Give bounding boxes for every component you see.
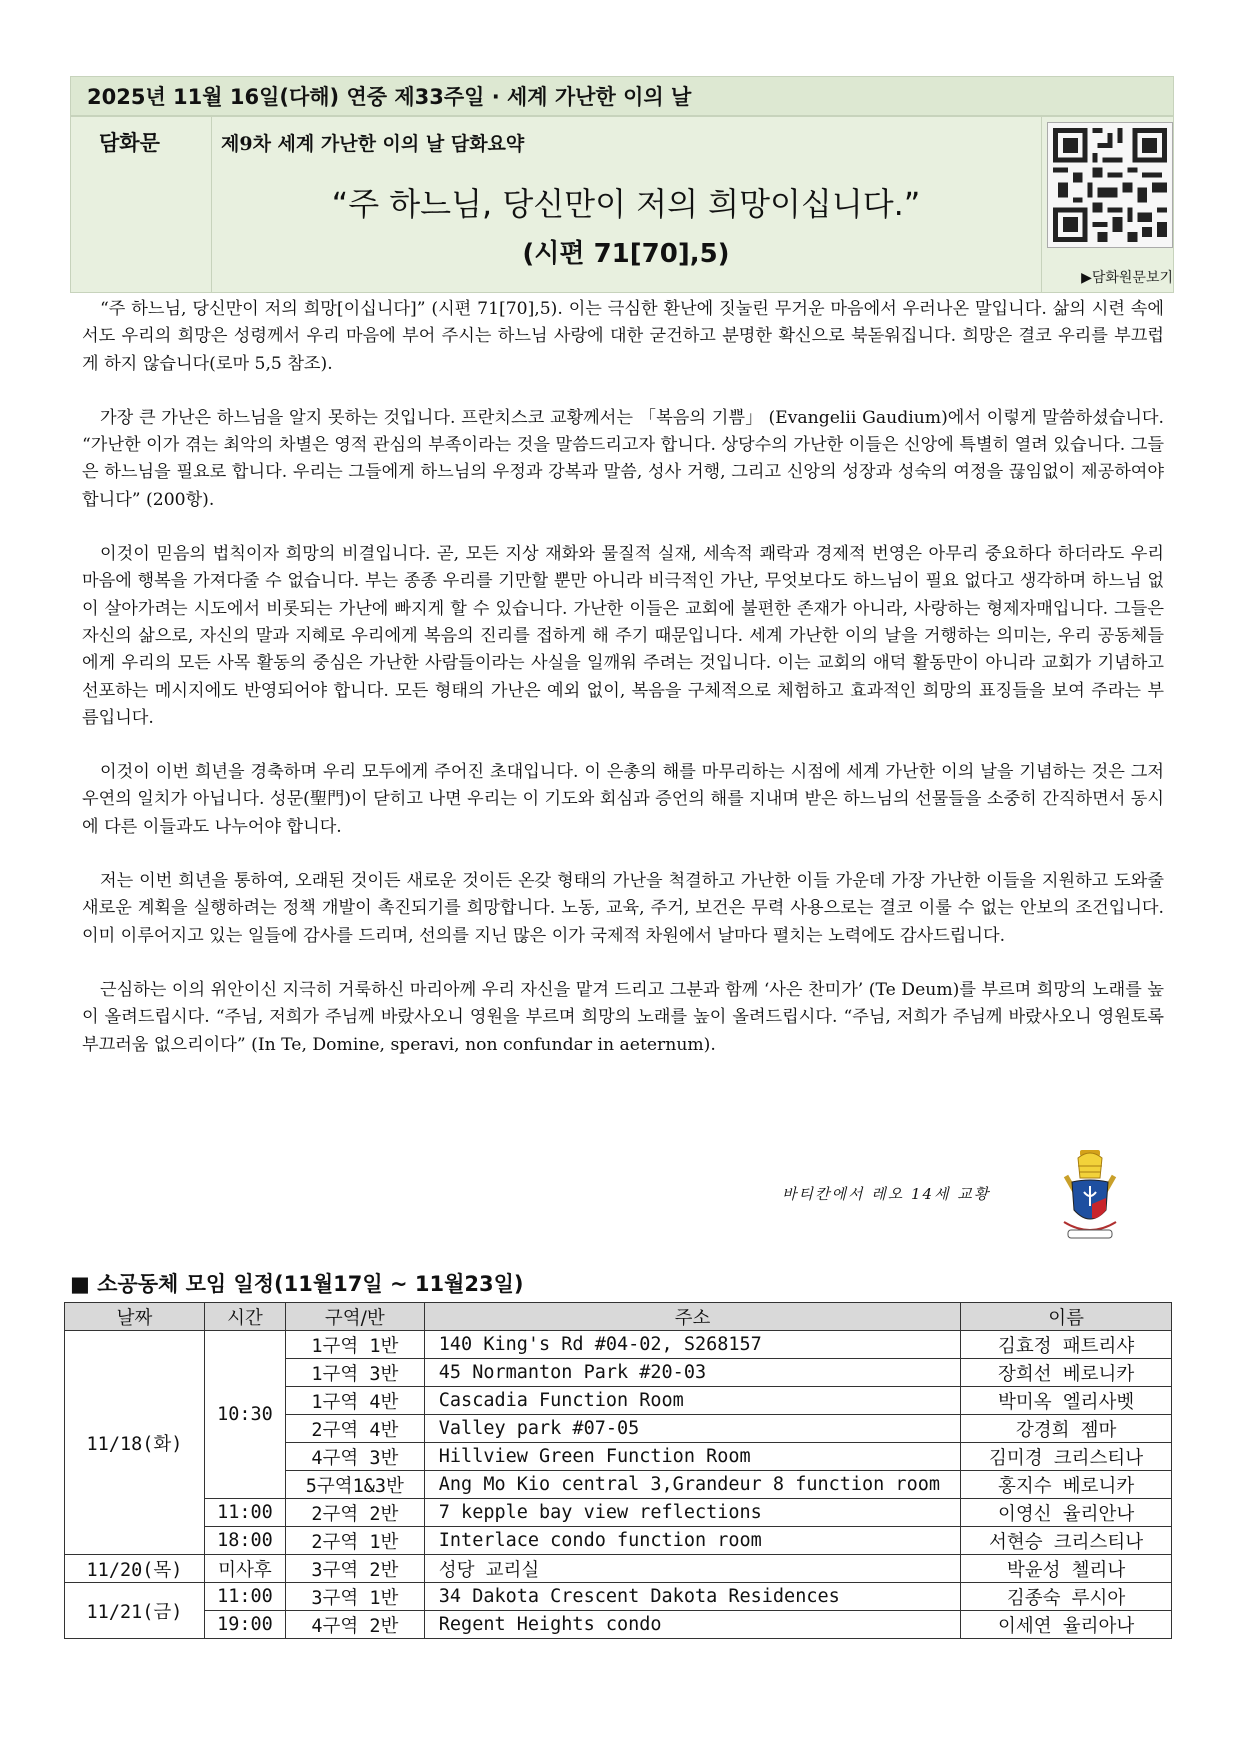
body-paragraph: 이것이 이번 희년을 경축하며 우리 모두에게 주어진 초대입니다. 이 은총의 해를 마무리하는 시점에 세계 가난한 이의 날을 기념하는 것은 그저 우연의 일치가 아닙니다. 성문(聖門)이 닫히고 나면 우리는 이 기도와 회심과 증언의 해를 지내며 받은 하느님의 선물들을 소중히 간직하면서 동시에 다른 이들과도 나누어야 합니다. <box>82 762 1164 837</box>
qr-code-icon[interactable] <box>1047 122 1173 248</box>
time-cell: 18:00 <box>204 1527 285 1555</box>
address-cell: Interlace condo function room <box>424 1527 960 1555</box>
name-cell: 이영신 율리안나 <box>961 1499 1172 1527</box>
time-cell: 11:00 <box>204 1583 285 1611</box>
date-cell: 11/21(금) <box>65 1583 205 1639</box>
address-cell: Valley park #07-05 <box>424 1415 960 1443</box>
district-cell: 3구역 1반 <box>285 1583 424 1611</box>
address-cell: 45 Normanton Park #20-03 <box>424 1359 960 1387</box>
message-body <box>82 296 1164 1086</box>
name-cell: 김미경 크리스티나 <box>961 1443 1172 1471</box>
district-cell: 2구역 4반 <box>285 1415 424 1443</box>
address-cell: 성당 교리실 <box>424 1555 960 1583</box>
column-header-time: 시간 <box>204 1303 285 1331</box>
name-cell: 홍지수 베로니카 <box>961 1471 1172 1499</box>
section-label: 담화문 <box>99 130 160 155</box>
column-header-address: 주소 <box>424 1303 960 1331</box>
address-cell: Regent Heights condo <box>424 1611 960 1639</box>
message-title: “주 하느님, 당신만이 저의 희망이십니다.” <box>331 185 921 223</box>
address-cell: Hillview Green Function Room <box>424 1443 960 1471</box>
message-header <box>70 116 1174 293</box>
name-cell: 서현승 크리스티나 <box>961 1527 1172 1555</box>
district-cell: 1구역 3반 <box>285 1359 424 1387</box>
district-cell: 4구역 3반 <box>285 1443 424 1471</box>
name-cell: 김효정 패트리샤 <box>961 1331 1172 1359</box>
district-cell: 3구역 2반 <box>285 1555 424 1583</box>
scripture-reference: (시편 71[70],5) <box>522 239 730 269</box>
table-row <box>65 1331 1172 1359</box>
name-cell: 이세연 율리아나 <box>961 1611 1172 1639</box>
time-cell: 11:00 <box>204 1499 285 1527</box>
table-row <box>65 1527 1172 1555</box>
body-paragraph: 저는 이번 희년을 통하여, 오래된 것이든 새로운 것이든 온갖 형태의 가난을 척결하고 가난한 이들 가운데 가장 가난한 이들을 지원하고 도와줄 새로운 계획을 실행하려는 정책 개발이 촉진되기를 희망합니다. 노동, 교육, 주거, 보건은 무력 사용으로는 결코 이룰 수 없는 안보의 조건입니다. 이미 이루어지고 있는 일들에 감사를 드리며, 선의를 지닌 많은 이가 국제적 차원에서 날마다 펼치는 노력에도 감사드립니다. <box>82 871 1164 946</box>
address-cell: Ang Mo Kio central 3,Grandeur 8 function room <box>424 1471 960 1499</box>
table-row <box>65 1611 1172 1639</box>
address-cell: 140 King's Rd #04-02, S268157 <box>424 1331 960 1359</box>
district-cell: 1구역 1반 <box>285 1331 424 1359</box>
district-cell: 2구역 1반 <box>285 1527 424 1555</box>
column-header-date: 날짜 <box>65 1303 205 1331</box>
table-row <box>65 1555 1172 1583</box>
name-cell: 박미옥 엘리사벳 <box>961 1387 1172 1415</box>
date-line: 2025년 11월 16일(다해) 연중 제33주일 · 세계 가난한 이의 날 <box>70 76 1174 116</box>
name-cell: 김종숙 루시아 <box>961 1583 1172 1611</box>
table-header-row <box>65 1303 1172 1331</box>
name-cell: 박윤성 첼리나 <box>961 1555 1172 1583</box>
body-paragraph: 가장 큰 가난은 하느님을 알지 못하는 것입니다. 프란치스코 교황께서는 「복음의 기쁨」 (Evangelii Gaudium)에서 이렇게 말씀하셨습니다. “가난한 이가 겪는 최악의 차별은 영적 관심의 부족이라는 것을 말씀드리고자 합니다. 상당수의 가난한 이들은 신앙에 특별히 열려 있습니다. 그들은 하느님을 필요로 합니다. 우리는 그들에게 하느님의 우정과 강복과 말씀, 성사 거행, 그리고 신앙의 성장과 성숙의 여정을 끊임없이 제공하여야 합니다” (200항). <box>82 407 1164 510</box>
district-cell: 2구역 2반 <box>285 1499 424 1527</box>
time-cell: 10:30 <box>204 1331 285 1499</box>
schedule-title: ■ 소공동체 모임 일정(11월17일 ~ 11월23일) <box>70 1272 524 1296</box>
name-cell: 장희선 베로니카 <box>961 1359 1172 1387</box>
view-original-message-link[interactable]: ▶담화원문보기 <box>1081 270 1173 286</box>
district-cell: 5구역1&3반 <box>285 1471 424 1499</box>
time-cell: 19:00 <box>204 1611 285 1639</box>
name-cell: 강경희 젬마 <box>961 1415 1172 1443</box>
table-row <box>65 1583 1172 1611</box>
district-cell: 1구역 4반 <box>285 1387 424 1415</box>
date-cell: 11/18(화) <box>65 1331 205 1555</box>
address-cell: 34 Dakota Crescent Dakota Residences <box>424 1583 960 1611</box>
date-cell: 11/20(목) <box>65 1555 205 1583</box>
address-cell: Cascadia Function Room <box>424 1387 960 1415</box>
time-cell: 미사후 <box>204 1555 285 1583</box>
schedule-table <box>64 1302 1172 1639</box>
column-header-name: 이름 <box>961 1303 1172 1331</box>
body-paragraph: 이것이 믿음의 법칙이자 희망의 비결입니다. 곧, 모든 지상 재화와 물질적 실재, 세속적 쾌락과 경제적 번영은 아무리 중요하다 하더라도 우리 마음에 행복을 가져다줄 수 없습니다. 부는 종종 우리를 기만할 뿐만 아니라 비극적인 가난, 무엇보다도 하느님이 필요 없다고 생각하며 하느님 없이 살아가려는 시도에서 비롯되는 가난에 빠지게 할 수 있습니다. 가난한 이들은 교회에 불편한 존재가 아니라, 사랑하는 형제자매입니다. 그들은 자신의 삶으로, 자신의 말과 지혜로 우리에게 복음의 진리를 접하게 해 주기 때문입니다. 세계 가난한 이의 날을 거행하는 의미는, 우리 공동체들에게 우리의 모든 사목 활동의 중심은 가난한 사람들이라는 사실을 일깨워 주려는 것입니다. 이는 교회의 애덕 활동만이 아니라 교회가 기념하고 선포하는 메시지에도 반영되어야 합니다. 모든 형태의 가난은 예외 없이, 복음을 구체적으로 체험하고 효과적인 희망의 표징들을 보여 주라는 부름입니다. <box>82 544 1164 728</box>
message-subtitle: 제9차 세계 가난한 이의 날 담화요약 <box>221 133 525 155</box>
table-row <box>65 1499 1172 1527</box>
body-paragraph: “주 하느님, 당신만이 저의 희망[이십니다]” (시편 71[70],5). 이는 극심한 환난에 짓눌린 무거운 마음에서 우러나온 말입니다. 삶의 시련 속에서도 우리의 희망은 성령께서 우리 마음에 부어 주시는 하느님 사랑에 대한 굳건하고 분명한 확신으로 북돋워집니다. 희망은 결코 우리를 부끄럽게 하지 않습니다(로마 5,5 참조). <box>82 299 1164 374</box>
signature: 바티칸에서 레오 14세 교황 <box>782 1185 991 1203</box>
column-header-district: 구역/반 <box>285 1303 424 1331</box>
address-cell: 7 kepple bay view reflections <box>424 1499 960 1527</box>
papal-coat-of-arms-icon <box>1044 1148 1136 1256</box>
body-paragraph: 근심하는 이의 위안이신 지극히 거룩하신 마리아께 우리 자신을 맡겨 드리고 그분과 함께 ‘사은 찬미가’ (Te Deum)를 부르며 희망의 노래를 높이 올려드립시다. “주님, 저희가 주님께 바랐사오니 영원을 부르며 희망의 노래를 높이 올려드립시다. “주님, 저희가 주님께 바랐사오니 영원토록 부끄러움 없으리이다” (In Te, Domine, speravi, non confundar in aeternum). <box>82 979 1164 1055</box>
district-cell: 4구역 2반 <box>285 1611 424 1639</box>
